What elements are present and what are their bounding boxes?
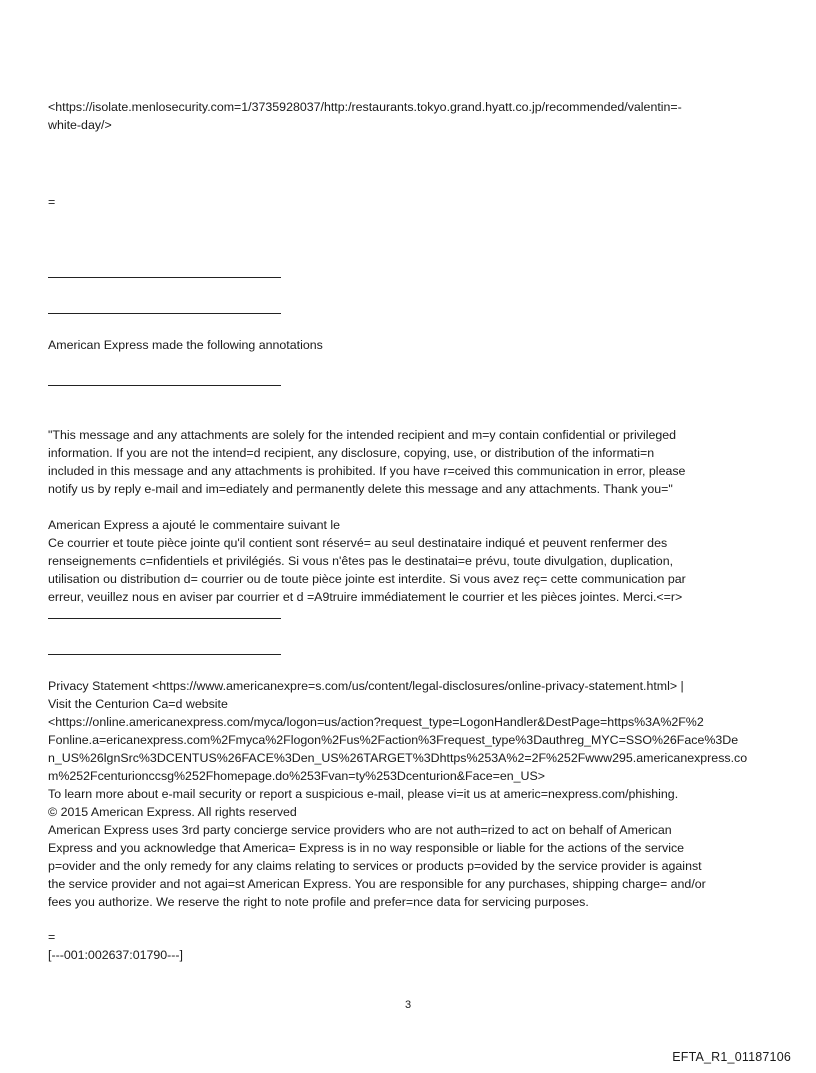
concierge-disclaimer-line: p=ovider and the only remedy for any claims relating to services or products p=ovided by the service provider is against	[48, 859, 702, 873]
phishing-notice: To learn more about e-mail security or report a suspicious e-mail, please vi=it us at americ=nexpress.com/phishing.	[48, 787, 679, 801]
disclaimer-fr-line: Ce courrier et toute pièce jointe qu'il contient sont réservé= au seul destinataire indiqué et peuvent renfermer des	[48, 536, 668, 550]
disclaimer-fr-line: utilisation ou distribution d= courrier ou de toute pièce jointe est interdite. Si vous avez reç= cette communication par	[48, 572, 686, 586]
centurion-url-line[interactable]: m%252Fcenturionccsg%252Fhomepage.do%253Fvan=ty%253Dcenturion&Face=en_US>	[48, 769, 545, 783]
separator-rule	[48, 385, 281, 386]
privacy-statement-link[interactable]: Privacy Statement <https://www.americanexpre=s.com/us/content/legal-disclosures/online-privacy-statement.html> |	[48, 679, 684, 693]
disclaimer-en-line: information. If you are not the intend=d recipient, any disclosure, copying, use, or distribution of the informati=n	[48, 446, 655, 460]
separator-rule	[48, 654, 281, 655]
disclaimer-english	[48, 426, 770, 498]
centurion-url-line[interactable]: <https://online.americanexpress.com/myca/logon=us/action?request_type=LogonHandler&DestPage=https%3A%2F%2	[48, 715, 704, 729]
disclaimer-en-line: "This message and any attachments are solely for the intended recipient and m=y contain confidential or privileged	[48, 428, 677, 442]
equals-marker: =	[48, 195, 56, 209]
equals-marker: =	[48, 930, 56, 944]
privacy-block	[48, 677, 770, 911]
concierge-disclaimer-line: the service provider and not agai=st American Express. You are responsible for any purchases, shipping charge= and/or	[48, 877, 706, 891]
disclaimer-en-line: included in this message and any attachments is prohibited. If you have r=ceived this communication in error, please	[48, 464, 686, 478]
concierge-disclaimer-line: Express and you acknowledge that America= Express is in no way responsible or liable for the actions of the service	[48, 841, 685, 855]
separator-rule	[48, 313, 281, 314]
disclaimer-fr-line: erreur, veuillez nous en aviser par courrier et d =A9truire immédiatement le courrier et les pièces jointes. Merci.<=r>	[48, 590, 683, 604]
disclaimer-fr-heading: American Express a ajouté le commentaire suivant le	[48, 518, 341, 532]
concierge-disclaimer-line: American Express uses 3rd party concierge service providers who are not auth=rized to act on behalf of American	[48, 823, 672, 837]
top-url-block	[48, 98, 770, 134]
concierge-disclaimer-line: fees you authorize. We reserve the right to note profile and prefer=nce data for servicing purposes.	[48, 895, 589, 909]
document-code: [---001:002637:01790---]	[48, 948, 184, 962]
centurion-url-line[interactable]: n_US%26lgnSrc%3DCENTUS%26FACE%3Den_US%26TARGET%3Dhttps%253A%2=2F%252Fwww295.americanexpress.co	[48, 751, 748, 765]
footer-document-id: EFTA_R1_01187106	[672, 1050, 791, 1064]
top-url-line-2[interactable]: white-day/>	[48, 118, 112, 132]
separator-rule	[48, 618, 281, 619]
disclaimer-fr-line: renseignements c=nfidentiels et privilégiés. Si vous n'êtes pas le destinatai=e prévu, toute divulgation, duplication,	[48, 554, 674, 568]
centurion-website-label[interactable]: Visit the Centurion Ca=d website	[48, 697, 228, 711]
separator-rule	[48, 277, 281, 278]
page-number: 3	[404, 999, 412, 1011]
disclaimer-french	[48, 516, 770, 606]
annotation-heading: American Express made the following annotations	[48, 338, 323, 352]
trailing-block	[48, 928, 770, 964]
top-url-line-1[interactable]: <https://isolate.menlosecurity.com=1/3735928037/http:/restaurants.tokyo.grand.hyatt.co.jp/recommended/valentin=-	[48, 100, 682, 114]
copyright-notice: © 2015 American Express. All rights reserved	[48, 805, 297, 819]
disclaimer-en-line: notify us by reply e-mail and im=ediately and permanently delete this message and any attachments. Thank you="	[48, 482, 673, 496]
centurion-url-line[interactable]: Fonline.a=ericanexpress.com%2Fmyca%2Flogon%2Fus%2Faction%3Frequest_type%3Dauthreg_MYC=SSO%26Face%3De	[48, 733, 739, 747]
